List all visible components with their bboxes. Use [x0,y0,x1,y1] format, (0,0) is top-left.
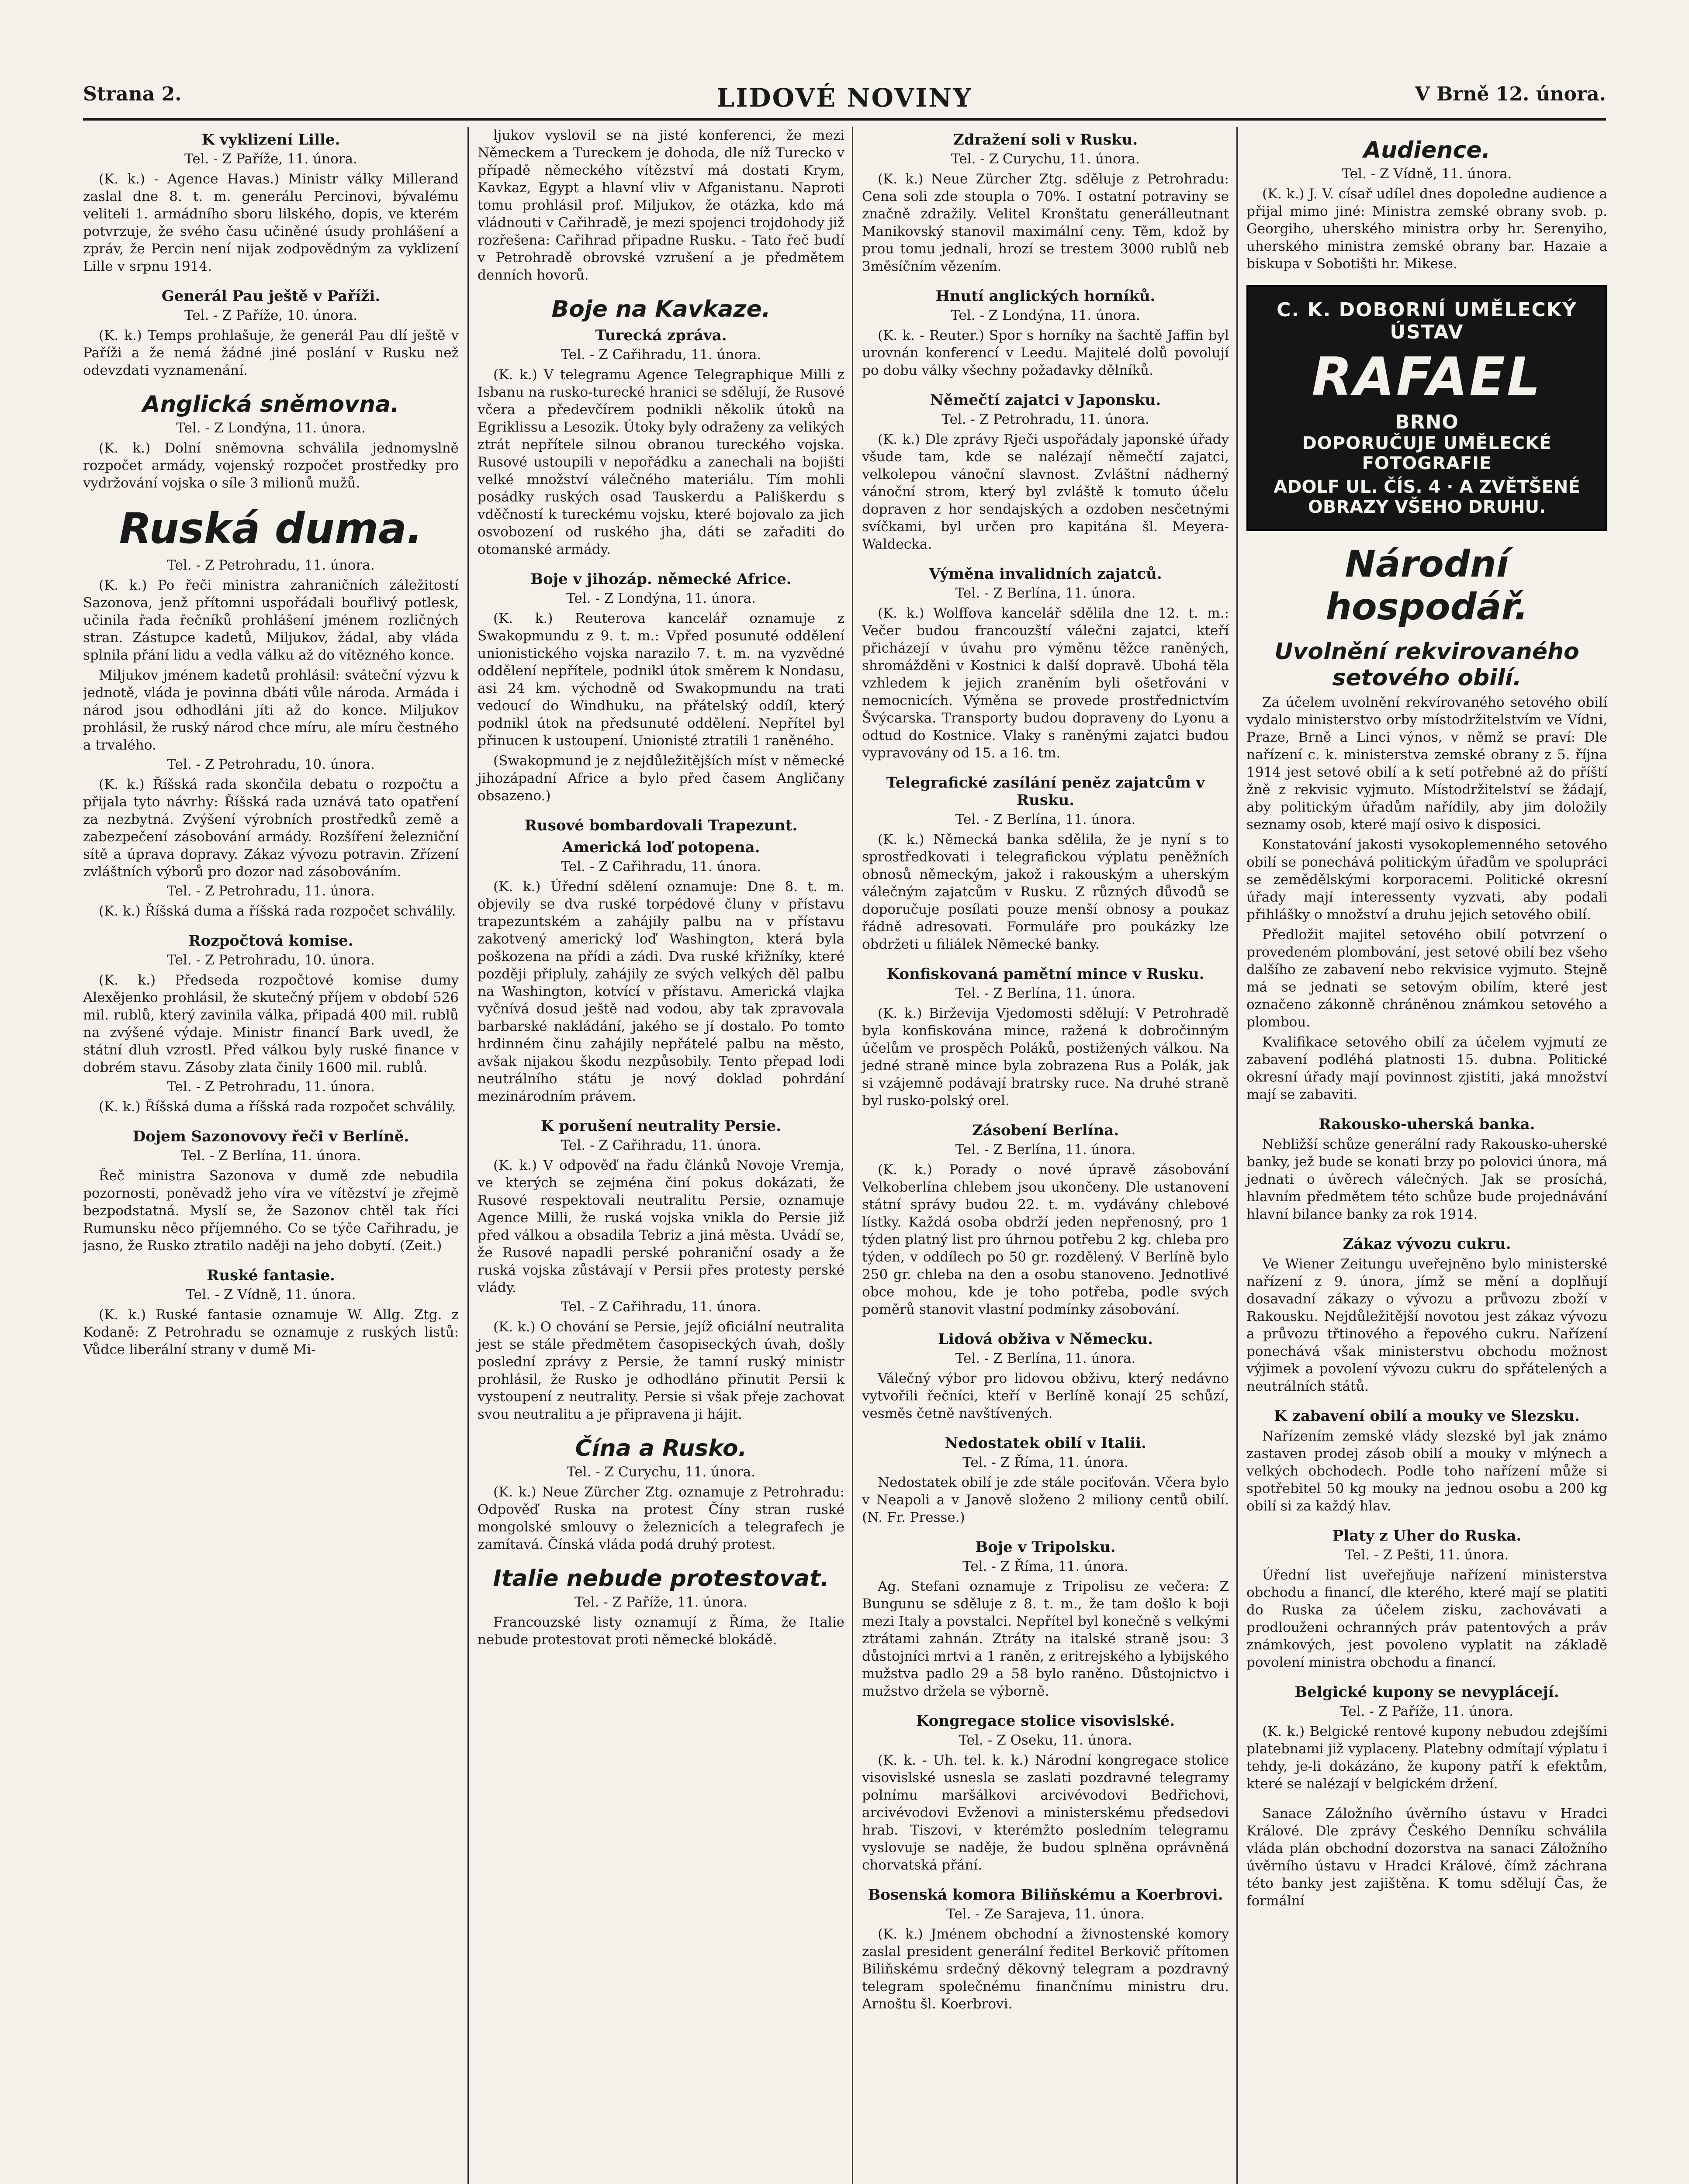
article-title: K zabavení obilí a mouky ve Slezsku. [1274,1407,1580,1425]
article-title: Zákaz vývozu cukru. [1343,1235,1511,1253]
article-paragraph: (K. k. - Uh. tel. k. k.) Národní kongregace stolice visovislské usnesla se zaslati pozdravné telegramy polnímu maršálkovi arcivévodovi Bedřichovi, arcivévodovi Evženovi a ministerskému předsedovi hrab. Tiszovi, v kterémžto posledním telegramu vyslovuje se naděje, že budou splněna oprávněná chorvatská přání. [862,1752,1229,1873]
article [83,131,459,275]
article-title: Dojem Sazonovovy řeči v Berlíně. [132,1128,409,1145]
article-paragraph: (K. k.) - Agence Havas.) Ministr války Millerand zaslal dne 8. t. m. generálu Percinovi, bývalému veliteli 1. armádního sboru lilského, dopis, ve kterém potvrzuje, že svého času učiněné úsudy prohlášení a zpráv, že Percin není nijak zodpovědným za vyklizení Lille v srpnu 1914. [83,171,459,274]
article-paragraph: Nedostatek obilí je zde stále pociťován. Včera bylo v Neapoli a v Janově složeno 2 miliony centů obilí. (N. Fr. Presse.) [862,1475,1229,1525]
article-title: K vyklizení Lille. [201,131,340,149]
article-heading: Audience. [1363,137,1491,163]
article-heading: Boje v jihozáp. německé Africe. [530,570,792,588]
article [478,296,844,558]
article [1246,1235,1607,1395]
article-paragraph: Konstatování jakosti vysokoplemenného setového obilí se ponechává politickým úřadům ve spolupráci se zemědělskými korporacemi. Politické okresní úřady mají interessenty vyzvati, aby podali přihlášky o množství a druhu jejich setového obilí. [1246,837,1607,923]
article-title: Boje v Tripolsku. [975,1538,1116,1556]
article [862,131,1229,275]
article-dateline: Tel. - Z Oseku, 11. února. [959,1732,1132,1748]
article-title: Lidová obživa v Německu. [938,1330,1153,1348]
article-dateline: Tel. - Z Berlína, 11. února. [955,585,1136,601]
page-number: Strana 2. [83,83,182,105]
article-title: Zásobení Berlína. [972,1122,1119,1139]
article-dateline: Tel. - Z Petrohradu, 11. února. [941,411,1149,427]
article [862,1434,1229,1526]
article [1246,1805,1607,1910]
article [862,774,1229,953]
article-paragraph: (K. k.) Birževija Vjedomosti sdělují: V Petrohradě byla konfiskována mince, ražená k dobročinným účelům ve prospěch Poláků, postižených válkou. Na jedné straně mince byla zobrazena Rus a Polák, jak si vzájemně podávají bratrsky ruce. Na druhé straně byl rusko-polský orel. [862,1006,1229,1109]
article-title: Rakousko-uherská banka. [1319,1116,1535,1133]
article-paragraph: (K. k.) Porady o nové úpravě zásobování Velkoberlína chlebem jsou ukončeny. Dle ustanovení státní správy budou 22. t. m. vydávány chlebové lístky. Každá osoba obdrží jeden nepřenosný, pro 1 týden platný list pro úhrnou potřebu 2 kg. chleba pro týden, v oddílech po 50 gr. rozdělený. V Berlíně bylo 250 gr. chleba na den a osobu stanoveno. Jednotlivé obce mohou, kde je toho potřeba, podle svých poměrů stanovit vlastní podmínky zásobování. [862,1162,1229,1317]
article-dateline: Tel. - Z Berlína, 11. února. [955,1142,1136,1158]
article-paragraph: (K. k.) Říšská rada skončila debatu o rozpočtu a přijala tyto návrhy: Říšská rada uznává tato opatření za nezbytná. Zvýšení výrobních prostředků země a zabezpečení zásobování armády. Rozšíření železniční sítě a úprava dopravy. Zákaz vývozu potravin. Zřízení zvláštních výborů pro dozor nad zásobováním. [83,777,459,880]
article-dateline: Tel. - Z Paříže, 11. února. [575,1594,748,1610]
article-title: Telegrafické zasílání peněz zajatcům v Rusku. [886,774,1205,809]
article-title: Bosenská komora Biliňskému a Koerbrovi. [868,1886,1223,1904]
article [83,504,459,920]
article-paragraph: (K. k.) Neue Zürcher Ztg. sděluje z Petrohradu: Cena soli zde stoupla o 70%. I ostatní potraviny se značně zdražily. Velitel Kronštatu generálleutnant Manikovský stanovil maximální ceny. Těm, kdož by prou tomu jednali, hrozí se trestem 3000 rublů neb 3měsíčním vězením. [862,171,1229,274]
article-dateline: Tel. - Z Berlína, 11. února. [180,1148,361,1164]
article-dateline: Tel. - Z Berlína, 11. února. [955,985,1136,1001]
article-paragraph: (K. k.) Reuterova kancelář oznamuje z Swakopmundu z 9. t. m.: Vpřed posunuté oddělení unionistického vojska narazilo 7. t. m. na vyzvědné oddělení nepřítele, podnikl útok směrem k Nondasu, asi 24 km. východně od Swakopmundu na trati vedoucí do Windhuku, na přátelský oddíl, který podnikl útok na předsunuté oddělení. Nepřítel byl přinucen k ustoupení. Unionisté ztratili 1 raněného. [478,611,844,749]
column-1 [83,127,467,2184]
article-title: Nedostatek obilí v Italii. [945,1434,1146,1452]
article-title: Platy z Uher do Ruska. [1332,1527,1522,1545]
article-dateline: Tel. - Z Říma, 11. února. [962,1455,1128,1470]
article-dateline: Tel. - Z Petrohradu, 10. února. [167,757,375,772]
article [83,1267,459,1358]
article-dateline: Tel. - Z Curychu, 11. února. [567,1464,755,1480]
article [1246,1407,1607,1515]
article-dateline: Tel. - Z Paříže, 10. února. [184,308,357,323]
ad-text-line3: BRNO [1395,411,1459,433]
article-paragraph: (K. k. - Reuter.) Spor s horníky na šachtě Jaffin byl urovnán konferencí v Leedu. Majitelé dolů povolují po dobu války všechny požadavky dělníků. [862,328,1229,378]
article [478,570,844,805]
article-paragraph: (Swakopmund je z nejdůležitějších míst v německé jihozápadní Africe a bylo před časem Angličany obsazeno.) [478,753,844,804]
article-paragraph: (K. k.) Říšská duma a říšská rada rozpočet schválily. [99,1099,456,1115]
article-heading: Rusové bombardovali Trapezunt. [524,817,798,834]
column-2 [467,127,853,2184]
article-dateline: Tel. - Z Pešti, 11. února. [1345,1547,1509,1563]
article-subtitle: Turecká zpráva. [595,327,727,344]
article-paragraph: Úřední list uveřejňuje nařízení ministerstva obchodu a financí, dle kterého, které mají se platiti do Ruska za účelem zisku, zachovávati a prodlouženi ochranných práv patentových a práv známkových, jest povoleno vyplatit na základě povolení ministra obchodu a financí. [1246,1567,1607,1670]
article [862,965,1229,1109]
article-dateline: Tel. - Z Petrohradu, 10. února. [167,952,375,968]
article-paragraph: Sanace Záložního úvěrního ústavu v Hradci Králové. Dle zprávy Českého Denníku schválila vláda plán obchodní dozorstva na sanaci Záložního úvěrního ústavu v Hradci Králové, čímž záchrana této banky jest zajištěna. K tomu sdělují Čas, že formální [1246,1806,1607,1909]
article [83,1128,459,1254]
article [478,1435,844,1553]
columns [83,127,1606,2184]
article-dateline: Tel. - Z Cařihradu, 11. února. [561,1137,761,1153]
masthead [83,66,1606,121]
article-paragraph: Válečný výbor pro lidovou obživu, který nedávno vytvořili řečníci, kteří v Berlíně konají 25 schůzí, vesměs četně navštívených. [862,1371,1229,1421]
article-paragraph: (K. k.) O chování se Persie, jejíž oficiální neutralita jest se stále předmětem časopiseckých úvah, došly poslední zprávy z Persie, že tamní ruský ministr prohlásil, že Rusko je odhodláno přinutit Persii k vystoupení z neutrality. Persie si však přeje zachovat svou neutralitu a je připravena ji hájit. [478,1319,844,1422]
article-paragraph: (K. k.) Předseda rozpočtové komise dumy Alexějenko prohlásil, že skutečný příjem v období 526 mil. rublů, který zavinila válka, připadá 400 mil. rublů na zvýšené výdaje. Ministr financí Bark uvedl, že státní dluh vzrostl. Před válkou byly ruské finance v dobrém stavu. Zásoby zlata činily 1600 mil. rublů. [83,972,459,1075]
article [478,127,844,284]
article-title: Belgické kupony se nevyplácejí. [1294,1683,1559,1701]
column-3 [852,127,1238,2184]
article-dateline: Tel. - Z Londýna, 11. února. [951,308,1140,323]
article-title: Hnutí anglických horníků. [935,287,1156,305]
article-heading: Boje na Kavkaze. [551,296,771,322]
ad-text-line4: DOPORUČUJE UMĚLECKÉ FOTOGRAFIE [1302,433,1552,473]
article-paragraph: Řeč ministra Sazonova v dumě zde nebudila pozornosti, poněvadž jeho víra ve vítězství je zřejmě bezpodstatná. Myslí se, že Sazonov chtěl tak říci Rumunsku něco příjemného. Co se týče Cařihradu, je jasno, že Rusko ztratilo naději na jeho dobytí. (Zeit.) [83,1168,459,1254]
article-paragraph: (K. k.) V telegramu Agence Telegraphique Milli z Isbanu na rusko-turecké hranici se sdělují, že Rusové včera a předevčírem podnikli několik útoků na Egriklissu a Lesozik. Útoky byly odraženy za velikých ztrát nepřítele silnou obranou tureckého vojska. Rusové ustoupili v nepořádku a zanechali na bojišti velké množství válečného materiálu. Tím mohli posádky ruských osad Tauskerdu a Pališkerdu s vděčností k tureckému vojsku, které bojovalo za jich osvobození od ruského jha, dáti se zařaditi do otomanské armády. [478,367,844,557]
article-dateline: Tel. - Ze Sarajeva, 11. února. [946,1906,1145,1922]
article [1246,1683,1607,1793]
article [478,817,844,1105]
article [862,1538,1229,1700]
article [862,1712,1229,1874]
article [83,932,459,1116]
article [862,287,1229,379]
article-paragraph: (K. k.) Belgické rentové kupony nebudou zdejšími platebnami již vyplaceny. Platebny odmítají výplatu i tehdy, je-li dokázáno, že kupony patří k efektům, které se nalézají v belgickém držení. [1246,1724,1607,1792]
article [1246,137,1607,273]
article-dateline: Tel. - Z Cařihradu, 11. února. [561,859,761,874]
article-paragraph: (K. k.) Ruské fantasie oznamuje W. Allg. Ztg. z Kodaně: Z Petrohradu se oznamuje z ruských listů: Vůdce liberální strany v dumě Mi- [83,1307,459,1358]
article-title: Zdražení soli v Rusku. [953,131,1138,149]
article-paragraph: (K. k.) Dle zprávy Rječi uspořádaly japonské úřady všude tam, kde se nalézají němečtí zajatci, velkolepou vánoční slavnost. Zvláštní nádherný vánoční strom, který byl zvláště k tomuto účelu dopraven z hor sendajských a ozdoben nesčetnými svíčkami, byl určen pro kapitána šl. Meyera-Waldecka. [862,432,1229,552]
article-heading: Uvolnění rekvirovaného setového obilí. [1274,639,1579,691]
article-paragraph: (K. k.) Wolffova kancelář sdělila dne 12. t. m.: Večer budou francouzští válečni zajatci, kteří přicházejí v úvahu pro výměnu těžce raněných, shromážděni v Kostnici k další dopravě. Ubohá těla vzhledem k jejich zraněním byli ošetřováni v nemocnicích. Výměna se provede prostřednictvím Švýcarska. Transporty budou dopraveny do Lyonu a odtud do Kostnice. Vlaky s raněnými zajatci budou vypravovány od 15. a 16. tm. [862,605,1229,761]
article-paragraph: (K. k.) J. V. císař udílel dnes dopoledne audience a přijal mimo jiné: Ministra zemské obrany svob. p. Georgiho, uherského ministra orby hr. Serenyiho, uherského ministra zemské obrany bar. Hazaie a biskupa v Sobotišti hr. Mikese. [1246,186,1607,272]
article-paragraph: (K. k.) Jménem obchodní a živnostenské komory zaslal president generální ředitel Berkovič přítomen Biliňskému srdečný děkovný telegram a pozdravný telegram společnému finančnímu ministru dru. Arnoštu šl. Koerbrovi. [862,1926,1229,2012]
issue-date: V Brně 12. února. [1415,83,1606,105]
article-dateline: Tel. - Z Londýna, 11. února. [176,420,366,436]
article-dateline: Tel. - Z Berlína, 11. února. [955,812,1136,827]
ad-text-line1: C. K. DOBORNÍ UMĚLECKÝ ÚSTAV [1277,299,1577,343]
article-paragraph: Ag. Stefani oznamuje z Tripolisu ze večera: Z Bungunu se sděluje z 8. t. m., že tam došlo k boji mezi Italy a povstalci. Nepřítel byl konečně s velkými ztrátami zahnán. Ztráty na italské straně jsou: 3 důstojníci mrtvi a 1 raněn, z eritrejského a lybijského mužstva padlo 29 a 58 bylo raněno. Důstojnictvo i mužstvo držela se výborně. [862,1579,1229,1699]
article-paragraph: (K. k.) Temps prohlašuje, že generál Pau dlí ještě v Paříži a že nemá žádné jiné poslání v Rusku než odevzdati vyznamenání. [83,328,459,378]
article-heading: K porušení neutrality Persie. [540,1117,782,1135]
article-heading: Ruská duma. [119,504,423,553]
article-paragraph: (K. k.) V odpověď na řadu článků Novoje Vremja, ve kterých se zejména činí pokus dokázati, že Rusové respektovali neutralitu Persie, oznamuje Agence Milli, že ruská vojska vnikla do Persie již před válkou a obsadila Tebriz a jiná města. Uvádí se, že Rusové napadli perské pohraniční osady a že ruská vojska zůstávají v Persii přes protesty perské vlády. [478,1158,844,1296]
article [83,287,459,379]
article-dateline: Tel. - Z Petrohradu, 11. února. [167,1079,375,1095]
article-heading: Čína a Rusko. [575,1435,747,1462]
advertisement-rafael [1246,285,1607,531]
article [83,391,459,492]
article-dateline: Tel. - Z Curychu, 11. února. [951,151,1140,167]
article-paragraph: (K. k.) Po řeči ministra zahraničních záležitostí Sazonova, jenž přítomni uspořádali bouřlivý potlesk, učinila řada řečníků prohlášení jménem rozličných stran. Zástupce kadetů, Miljukov, žádal, aby vláda splnila přání lidu a vedla válku až do vítězného konce. [83,577,459,663]
article-dateline: Tel. - Z Londýna, 11. února. [566,591,756,606]
article-dateline: Tel. - Z Cařihradu, 11. února. [561,1299,761,1315]
article-paragraph: Nebližší schůze generální rady Rakousko-uherské banky, jež bude se konati brzy po polovici února, má jednati o úvěrech válečných. Jak se prosíchá, hlavním předmětem této schůze bude projednávání hlavní bilance banky za rok 1914. [1246,1137,1607,1222]
article-dateline: Tel. - Z Vídně, 11. února. [186,1287,356,1303]
article-paragraph: (K. k.) Německá banka sdělila, že je nyní s to sprostředkovati i telegrafickou výplatu peněžních obnosů německým, jakož i rakouským a uherským válečným zajatcům v Rusku. Z různých důvodů se doporučuje posílati pouze menší obnosy a poukaz řádně adresovati. Formuláře pro poukázky lze obdržeti u filiálek Německé banky. [862,832,1229,952]
article-dateline: Tel. - Z Petrohradu, 11. února. [167,883,375,899]
article [862,1122,1229,1318]
article-heading: Italie nebude protestovat. [493,1565,829,1592]
article-title: Kongregace stolice visovislské. [916,1712,1175,1730]
article-subtitle: Americká loď potopena. [562,839,760,856]
article-dateline: Tel. - Z Říma, 11. února. [962,1559,1128,1574]
article-title: Konfiskovaná pamětní mince v Rusku. [886,965,1204,983]
article-paragraph: Miljukov jménem kadetů prohlásil: sváteční výzvu k jednotě, vláda je povinna dbáti vůle národa. Armáda i národ jsou odhodláni jíti až do konce. Miljukov prohlásil, že ruský národ chce míru, ale míru čestného a trvalého. [83,667,459,753]
article-title: Němečtí zajatci v Japonsku. [930,391,1161,409]
article-dateline: Tel. - Z Berlína, 11. února. [955,1351,1136,1366]
article-paragraph: Ve Wiener Zeitungu uveřejněno bylo ministerské nařízení z 9. února, jímž se mění a doplňují dosavadní zákazy o vývozu a průvozu zboží v Rakousku. Nejdůležitější novotou jest zákaz vývozu a průvozu třtinového a řepového cukru. Nařízení ponechává však ministerstvu obchodu možnost výjimek a povolení vývozu cukru do spřátelených a neutrálních států. [1246,1256,1607,1394]
newspaper-title: LIDOVÉ NOVINY [716,83,973,113]
article [478,1117,844,1423]
article [1246,1116,1607,1223]
article-paragraph: (K. k.) Úřední sdělení oznamuje: Dne 8. t. m. objevily se dva ruské torpédové čluny v přístavu trapezuntském a zahájily palbu na v přístavu zakotvený americký loď Washington, která byla poškozena na přídi a zádi. Dva ruské křižníky, které později připluly, zahájily ze svých velkých děl palbu na Washington, kotvící v přístavu. Americká vlajka vyčnívá dosud ještě nad vodou, aby tak zpravovala barbarské nakládání, jakého se jí dostalo. Po tomto hrdinném činu zahájily nepřátelé palbu na město, avšak nijakou škodu nezpůsobily. Tento přepad lodi neutrálního státu je nový doklad pohrdání mezinárodním právem. [478,879,844,1104]
article-title: Ruské fantasie. [207,1267,335,1284]
article [862,391,1229,553]
article-paragraph: (K. k.) Dolní sněmovna schválila jednomyslně rozpočet armády, vojenský rozpočet prostředky pro vydržování vojska o síle 3 milionů mužů. [83,440,459,491]
article-paragraph: Kvalifikace setového obilí za účelem vyjmutí ze zabavení podléhá platnosti 15. dubna. Politické okresní úřady mají povinnost zjistiti, jaká množství mají se zabaviti. [1246,1034,1607,1102]
article-dateline: Tel. - Z Vídně, 11. února. [1342,166,1512,182]
article-paragraph: Nařízením zemské vlády slezské byl jak známo zastaven prodej zásob obilí a mouky v mlýnech a velkých obchodech. Podle toho nařízení může si spotřebitel 50 kg mouky na jednou osobu a 200 kg obilí si za každý hlav. [1246,1428,1607,1514]
article-dateline: Tel. - Z Paříže, 11. února. [1340,1704,1513,1719]
ad-text-line5: ADOLF UL. ČÍS. 4 · A ZVĚTŠENÉ OBRAZY VŠEHO DRUHU. [1274,477,1580,517]
article-title: Rozpočtová komise. [188,932,353,950]
article-title: Generál Pau ještě v Paříži. [161,287,381,305]
article-heading: Výměna invalidních zajatců. [929,565,1162,583]
article-paragraph: Francouzské listy oznamují z Říma, že Italie nebude protestovat proti německé blokádě. [478,1614,844,1648]
section-title: Národní hospodář. [1326,543,1528,628]
article-paragraph: Za účelem uvolnění rekvírovaného setového obilí vydalo ministerstvo orby místodržitelstvím ve Vídni, Praze, Brně a Linci výnos, v němž se praví: Dle nařízení c. k. ministerstva zemské obrany z 5. října 1914 jest setové obilí a k setí potřebné až do příští žně z rekvisic vyjmuto. Místodržitelství se žádají, aby politickým úřadům nařídily, aby jim doložily seznamy osob, které mají osivo k disposici. [1246,695,1607,833]
article-dateline: Tel. - Z Petrohradu, 11. února. [167,557,375,573]
article-paragraph: ljukov vyslovil se na jisté konferenci, že mezi Německem a Tureckem je dohoda, dle níž Turecko v případě německého vítězství má dostati Krym, Kavkaz, Egypt a hlavní vliv v Afganistanu. Naproti tomu prohlásil prof. Miljukov, že otázka, kdo má vládnouti v Cařihradě, je mezi spojenci trojdohody již rozřešena: Cařihrad připadne Rusku. - Tato řeč budí v Petrohradě obrovské vzrušení a je předmětem denních hovorů. [478,128,844,283]
article [862,565,1229,762]
ad-text-line2: RAFAEL [1312,347,1542,408]
article [862,1330,1229,1422]
column-4 [1236,127,1607,2184]
article-heading: Anglická sněmovna. [142,391,399,418]
article [1246,1527,1607,1671]
article-paragraph: (K. k.) Říšská duma a říšská rada rozpočet schválily. [99,903,456,919]
article-paragraph: (K. k.) Neue Zürcher Ztg. oznamuje z Petrohradu: Odpověď Ruska na protest Číny stran ruské mongolské smlouvy o železnicích a telegrafech je zamítavá. Čínská vláda podá druhý protest. [478,1484,844,1552]
article-paragraph: Předložit majitel setového obilí potvrzení o provedeném plombování, jest setové obilí bez všeho dalšího ze zabavení nebo rekvisice vyjmuto. Stejně má se jednati se setovým obilím, které jest označeno zákonně chráněnou známkou setového a plombou. [1246,927,1607,1030]
article [1246,543,1607,1103]
article-dateline: Tel. - Z Cařihradu, 11. února. [561,347,761,363]
article [478,1565,844,1648]
article-dateline: Tel. - Z Paříže, 11. února. [184,151,357,167]
article [862,1886,1229,2013]
